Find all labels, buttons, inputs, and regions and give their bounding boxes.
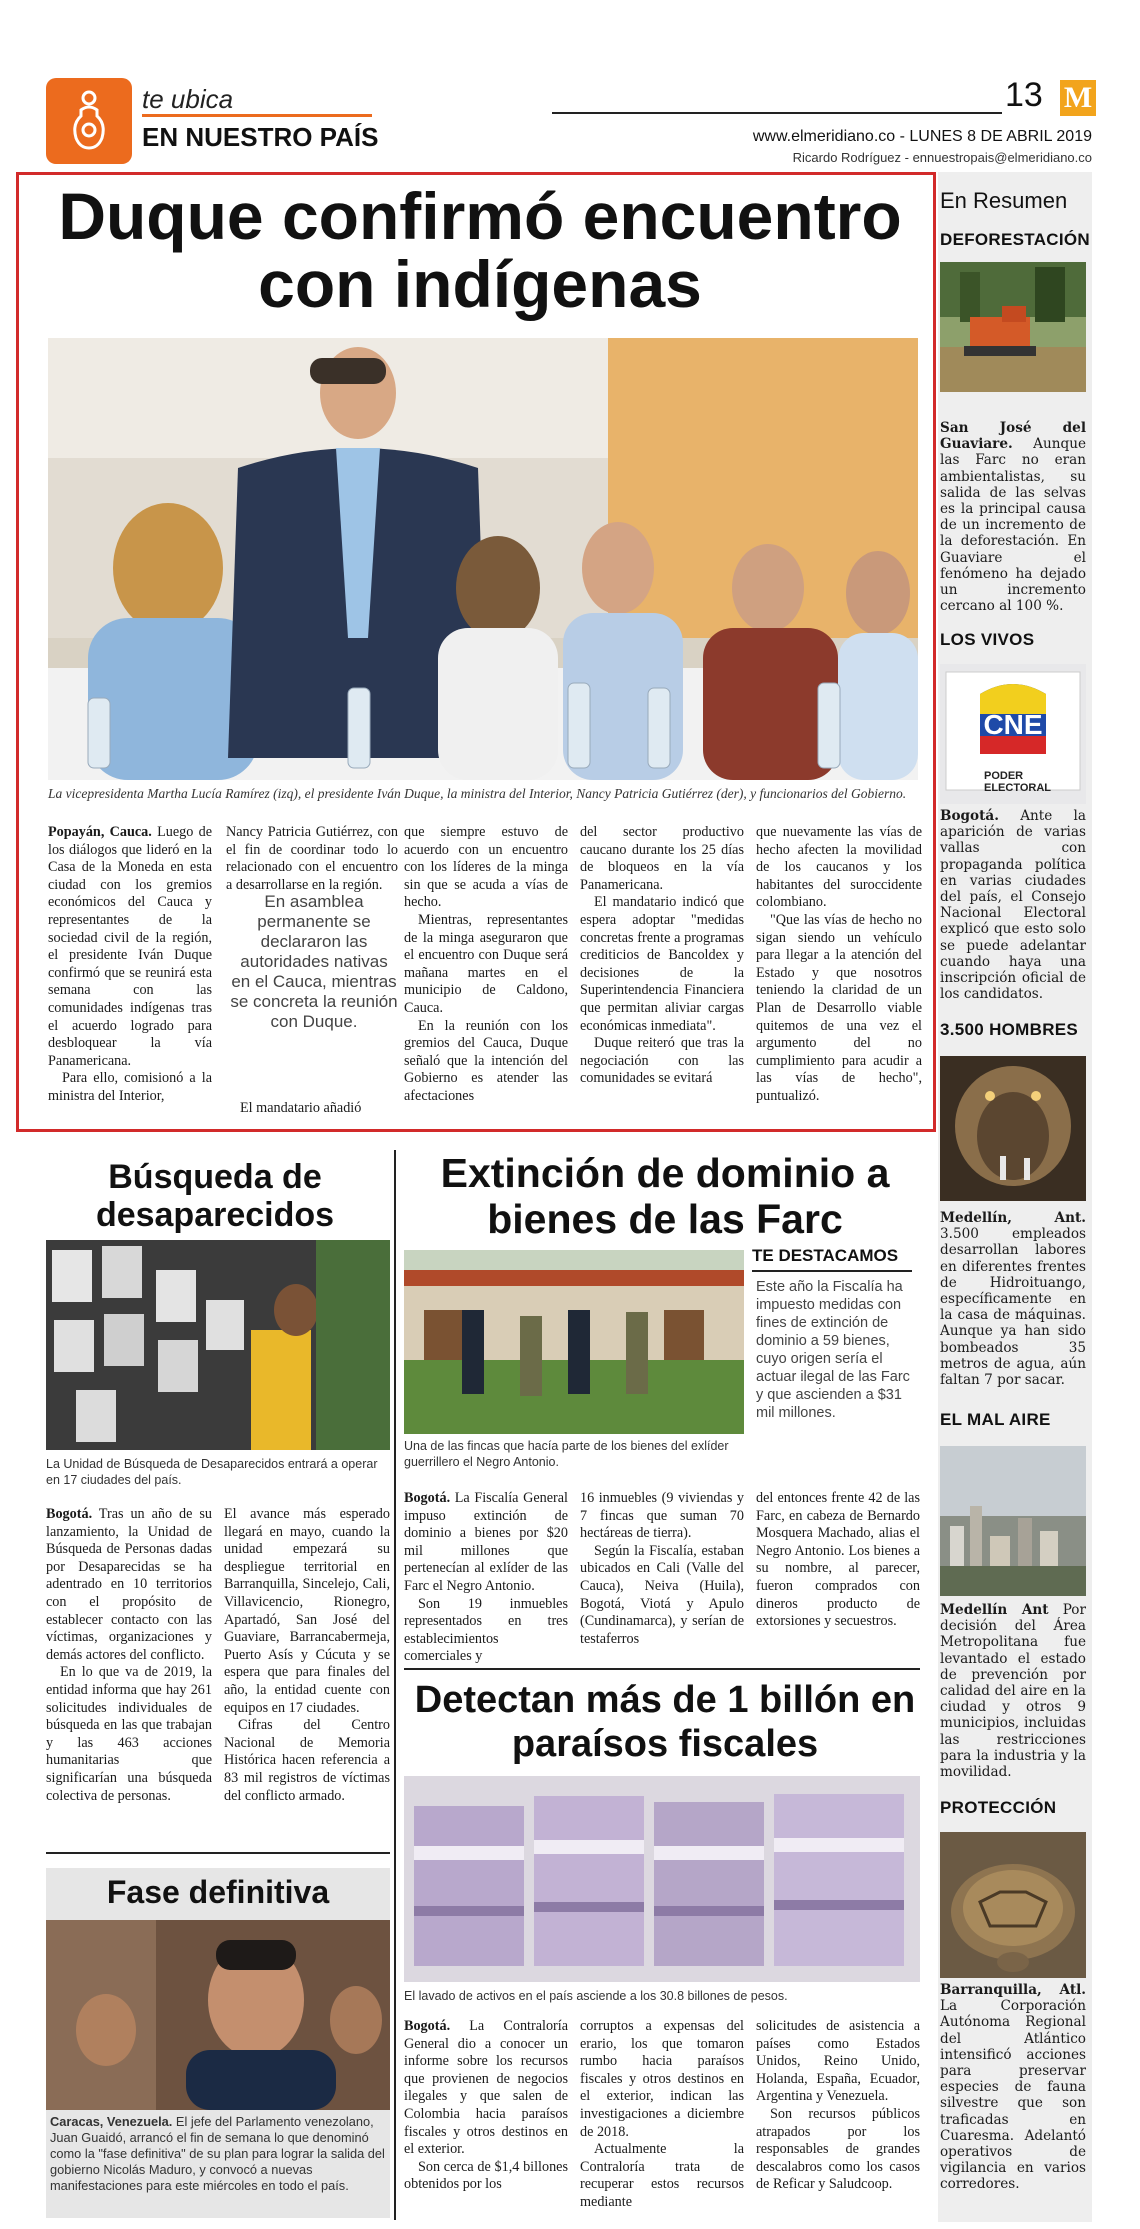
main-story-column-5: que nuevamente las vías de hecho afecten la movilidad de los caucanos y los habitantes del suroccidente colombiano. "Que las vías de hecho no sigan siendo un vehículo para llegar a la atención del Estado y que nosotros teniendo la claridad de un Plan de Desarrollo viable quitemos de una vez el argumento del no cumplimiento para acudir a las vías de hecho", puntualizó. xyxy=(756,824,922,1104)
pull-quote: En asamblea permanente se declararon las autoridades nativas en el Cauca, mientras se concreta la reunión con Duque. xyxy=(230,892,398,1031)
busqueda-caption: La Unidad de Búsqueda de Desaparecidos entrará a operar en 17 ciudades del país. xyxy=(46,1457,378,1487)
hidroituango-photo xyxy=(940,1056,1086,1201)
svg-text:CNE: CNE xyxy=(983,709,1043,740)
main-story-column-3: que siempre estuvo de acuerdo con un encuentro con los líderes de la minga sin que se acuda a vías de hecho. Mientras, representantes de la minga aseguraron que el encuentro con Duque será mañana martes en el municipio de Caldono, Cauca. En la reunión con los gremios del Cauca, Duque señaló que la intención del Gobierno es atender las afectaciones xyxy=(404,824,568,1104)
paraisos-column-1: Bogotá. La Contraloría General dio a conocer un informe sobre los recursos que provienen de negocios ilegales y que salen de Colombia hacia paraísos fiscales y otros destinos en el exterior. Son cerca de $1,4 billones obtenidos por los xyxy=(404,2018,568,2193)
vase-icon xyxy=(70,90,108,152)
paraisos-column-3: solicitudes de asistencia a países como Estados Unidos, Reino Unido, Holanda, España, Ecuador, Argentina y Venezuela. Son recursos públicos atrapados por los responsables de grandes descalabros como los casos de Reficar y Saludcoop. xyxy=(756,2018,920,2193)
fase-headline: Fase definitiva xyxy=(106,1874,330,1910)
tortoise-photo xyxy=(940,1832,1086,1978)
duque-meeting-photo xyxy=(48,338,918,780)
busqueda-headline: Búsqueda de desaparecidos xyxy=(95,1158,335,1234)
sidebar-item-text: Medellín, Ant. 3.500 empleados desarrollan labores en diferentes frentes de Hidroituango, específicamente en la casa de máquinas. Aunque ya han sido bombeados 35 metros de agua, aún faltan 7 por sacar. xyxy=(940,1210,1086,1389)
electoral-photo xyxy=(940,664,1086,804)
author-credit: Ricardo Rodríguez - ennuestropais@elmeridiano.co xyxy=(792,150,1092,165)
section-divider xyxy=(404,1668,920,1670)
sidebox-title: TE DESTACAMOS xyxy=(752,1246,899,1265)
extincion-headline: Extinción de dominio a bienes de las Farc xyxy=(440,1150,890,1242)
sidebar-item-text: Medellín Ant Por decisión del Área Metropolitana fue levantado el estado de prevención por calidad del aire en la ciudad y otros 9 municipios, incluidas las restricciones para la industria y la movilidad. xyxy=(940,1602,1086,1781)
extincion-column-2: 16 inmuebles (9 viviendas y 7 fincas que suman 70 hectáreas de tierra). Según la Fiscalía, estaban ubicados en Cali (Valle del Cauca), Neiva (Huila), Bogotá, Viotá y Apulo (Cundinamarca), y serían de testaferros xyxy=(580,1490,744,1647)
section-divider xyxy=(46,1852,390,1854)
extincion-column-3: del entonces frente 42 de las Farc, en cabeza de Bernardo Mosquera Machado, alias el Negro Antonio. Los bienes a su nombre, al parecer, fueron comprados con dineros producto de extorsiones y secuestros. xyxy=(756,1490,920,1630)
brand-logo xyxy=(46,78,132,164)
sidebar-item-text: Barranquilla, Atl. La Corporación Autónoma Regional del Atlántico intensificó acciones para preservar especies de fauna silvestre que son traficadas en Cuaresma. Adelantó operativos de vigilancia en varios corredores. xyxy=(940,1982,1086,2193)
sidebar-heading: EL MAL AIRE xyxy=(940,1410,1051,1429)
header-rule xyxy=(552,112,1002,114)
paraisos-column-2: corruptos a expensas del erario, los que tomaron rumbo hacia paraísos fiscales y otros destinos en el exterior, indican las investigaciones a diciembre de 2018. Actualmente la Contraloría trata de recuperar estos recursos mediante xyxy=(580,2018,744,2210)
main-story-column-2: Nancy Patricia Gutiérrez, con el fin de coordinar todo lo relacionado con el encuentro a desarrollarse en la región. xyxy=(226,824,398,893)
section-kicker: te ubica xyxy=(142,84,234,114)
section-title: EN NUESTRO PAÍS xyxy=(142,122,379,152)
sidebar-heading: PROTECCIÓN xyxy=(940,1798,1057,1817)
finca-photo xyxy=(404,1250,744,1434)
busqueda-column-2: El avance más esperado llegará en mayo, cuando la unidad empezará su despliegue territorial en Barranquilla, Sincelejo, Cali, Villavicencio, Rionegro, Apartadó, San José del Guaviare, Barrancabermeja, Puerto Asís y Cúcuta y se espera que para finales del año, la entidad cuente con equipos en 17 ciudades. Cifras del Centro Nacional de Memoria Histórica hacen referencia a 83 mil registros de víctimas del conflicto armado. xyxy=(224,1506,390,1804)
sidebar-heading: DEFORESTACIÓN xyxy=(940,230,1090,249)
banknotes-photo xyxy=(404,1776,920,1982)
sidebar-heading: LOS VIVOS xyxy=(940,630,1035,649)
dateline: Popayán, Cauca. xyxy=(48,824,152,840)
main-story-column-4: del sector productivo caucano durante los 25 días de bloqueos en la vía Panamericana. El mandatario indicó que espera adoptar "medidas concretas frente a programas crediticios de Bancoldex y decisiones de la Superintendencia Financiera que permitan aliviar cargas económicas inmediata". Duque reiteró que tras la negociación con las comunidades se evitará xyxy=(580,824,744,1087)
page-number: 13 xyxy=(1005,76,1043,114)
desaparecidos-photo xyxy=(46,1240,390,1450)
main-story-column-2-end: El mandatario añadió xyxy=(240,1100,362,1116)
paraisos-caption: El lavado de activos en el país asciende a los 30.8 billones de pesos. xyxy=(404,1989,788,2003)
website-date: www.elmeridiano.co - LUNES 8 DE ABRIL 2019 xyxy=(752,128,1092,145)
sidebox-text: Este año la Fiscalía ha impuesto medidas con fines de extinción de dominio a 59 bienes, cuyo origen sería el actuar ilegal de las Farc y que ascienden a $31 mil millones. xyxy=(756,1279,910,1421)
sidebar-item-text: San José del Guaviare. Aunque las Farc no eran ambientalistas, su salida de las selvas es la principal causa de un incremento de la deforestación. En Guaviare el fenómeno ha dejado un incremento cercano al 100 %. xyxy=(940,420,1086,615)
brand-mark: M xyxy=(1060,80,1096,116)
sidebar-heading: 3.500 HOMBRES xyxy=(940,1020,1079,1039)
electoral-photo-text: PODER ELECTORAL xyxy=(984,770,1052,794)
column-divider xyxy=(394,1150,396,2220)
busqueda-column-1: Bogotá. Tras un año de su lanzamiento, la Unidad de Búsqueda de Personas dadas por Desaparecidas se ha adentrado en 10 territorios con el propósito de establecer contacto con las víctimas, organizaciones y demás actores del conflicto. En lo que va de 2019, la entidad informa que hay 261 solicitudes individuales de búsqueda en las que trabajan y las 463 acciones humanitarias que significarían una búsqueda colectiva de personas. xyxy=(46,1506,212,1804)
medellin-skyline-photo xyxy=(940,1446,1086,1596)
extincion-column-1: Bogotá. La Fiscalía General impuso extinción de dominio a bienes por $20 mil millones que pertenecían al exlíder de las Farc el Negro Antonio. Son 19 inmuebles representados en tres establecimientos comerciales y xyxy=(404,1490,568,1665)
main-story-column-1: Popayán, Cauca. Luego de los diálogos que lideró en la Casa de la Moneda en esta ciudad con los gremios económicos del Cauca y representantes de la sociedad civil de la región, el presidente Iván Duque confirmó que se reunirá esta semana con las comunidades indígenas tras el acuerdo logrado para desbloquear la vía Panamericana. Para ello, comisionó a la ministra del Interior, xyxy=(48,824,212,1104)
guaido-photo xyxy=(46,1920,390,2110)
section-underline xyxy=(142,114,372,117)
sidebox-rule xyxy=(752,1270,912,1272)
extincion-caption: Una de las fincas que hacía parte de los bienes del exlíder guerrillero el Negro Antonio. xyxy=(404,1439,729,1469)
deforestation-photo xyxy=(940,262,1086,392)
main-photo-caption: La vicepresidenta Martha Lucía Ramírez (izq), el presidente Iván Duque, la ministra del Interior, Nancy Patricia Gutiérrez (der), y funcionarios del Gobierno. xyxy=(48,786,907,801)
fase-caption: Caracas, Venezuela. El jefe del Parlamento venezolano, Juan Guaidó, arrancó el fin de semana lo que denominó como la "fase definitiva" de su plan para lograr la salida del gobierno Nicolás Maduro, y convocó a nuevas manifestaciones para este miércoles en todo el país. xyxy=(50,2114,385,2193)
sidebar-item-text: Bogotá. Ante la aparición de varias vallas con propaganda política en varias ciudades del país, el Consejo Nacional Electoral explicó que esto solo se puede adelantar cuando haya una inscripción oficial de los candidatos. xyxy=(940,808,1086,1003)
main-headline: Duque confirmó encuentro con indígenas xyxy=(58,179,902,321)
sidebar-title: En Resumen xyxy=(940,188,1068,213)
paraisos-headline: Detectan más de 1 billón en paraísos fiscales xyxy=(414,1679,916,1765)
